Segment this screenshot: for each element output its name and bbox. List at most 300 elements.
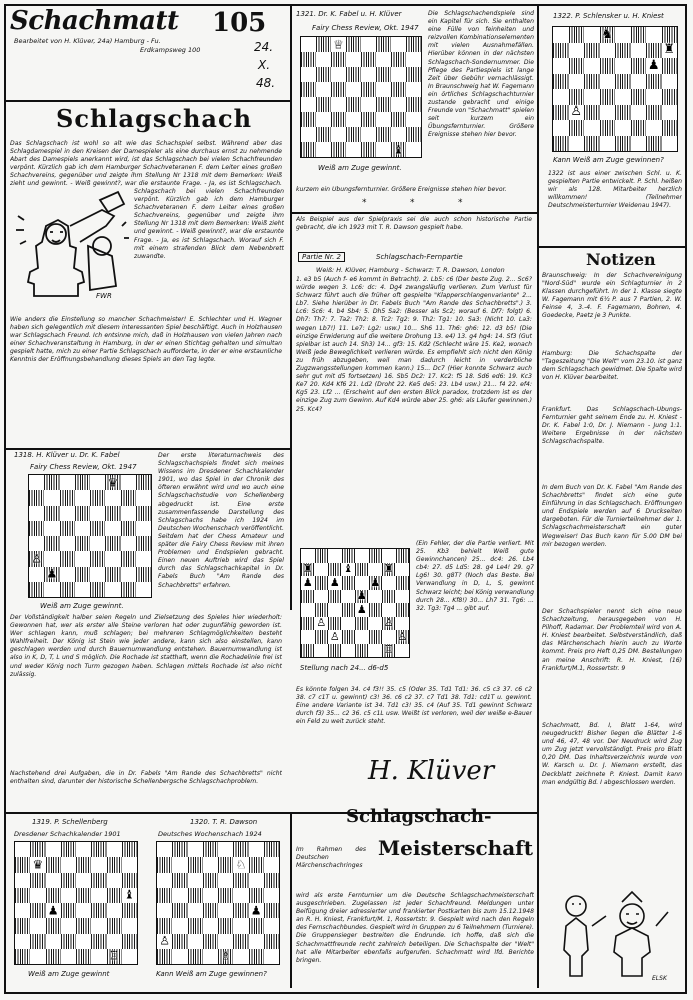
board-square [46,903,61,918]
board-square [406,37,421,52]
board-square [75,475,90,490]
board-square [396,617,410,631]
board-square [249,949,264,964]
board-square [233,934,248,949]
board-square [218,873,233,888]
board-square [553,136,569,152]
board-square [157,857,172,872]
article-title: Schlagschach [56,104,253,133]
board-square [315,576,329,590]
column-divider-right [537,6,539,246]
board-square [369,549,383,563]
board-square [121,521,136,536]
board-square [91,842,106,857]
board-square [328,617,342,631]
board-square [376,142,391,157]
board-square [369,576,383,590]
board-square [60,490,75,505]
board-square [264,842,279,857]
chess-piece-pawn-icon: ♟ [302,575,313,589]
board-square [315,563,329,577]
separator-star-2: * [410,198,415,208]
article-para-2: Wie anders die Einstellung so mancher Schachmeister! E. Schlechter und H. Wagner haben sich gelegentlich mit diesem interessanten Spiel beschäftigt. Auch in Holzhausen war Schlagschach Freund. Ich entsinne mich, daß in Holzhausen von vielen Jahren nach einer Schachveranstaltung in Hamburg, in der er einen Stichtag gehalten und simultan gespielt hatte, mich zu einer Partie Schlagschach aufforderte, in der er eine erstaunliche Kenntnis der Eröffnungsbehandlung dieses Spiels an den Tag legte. [10,316,282,364]
meister-title-line1: Schlagschach- [346,806,492,827]
board-square [662,43,678,59]
board-square [361,82,376,97]
board-square [76,857,91,872]
board-square [60,551,75,566]
board-square [316,52,331,67]
board-square [369,603,383,617]
masthead-title: Schachmatt [10,6,179,36]
board-square [396,576,410,590]
board-square [396,549,410,563]
board-square [342,549,356,563]
board-square [662,120,678,136]
board-square [107,949,122,964]
board-square [553,120,569,136]
board-square [301,127,316,142]
board-square [107,842,122,857]
board-square [382,563,396,577]
board-square [382,549,396,563]
board-square [218,888,233,903]
board-square [369,563,383,577]
problem-1322-label: 1322. P. Schlensker u. H. Kniest [553,12,664,20]
board-square [29,506,44,521]
board-square [301,67,316,82]
chess-piece-queen-icon: ♛ [107,475,119,490]
chess-piece-pawn-icon: ♟ [46,566,58,581]
board-square [44,490,59,505]
board-square [631,89,647,105]
board-square [376,82,391,97]
board-square [76,949,91,964]
board-square [615,27,631,43]
game-moves: 1. e3 b5 (Auch f- e6 kommt in Betracht). 2. Lb5: c6 (Der beste Zug. 2... Sc6? würde wegen 3. Lc6: dc: 4. Dg4 zwangsläufig verlieren. Zum Verlust für Schwarz führt auch die früher oft gespielte "Klapperschlangenvariante" 2... Lb7. Siehe hierüber in Dr. Fabels Buch "Am Rande des Schachbretts".) 3. Lc6: Sc6: 4. b4 Sb4: 5. Dh5 Sa2: (Besser als Sc2; worauf 6. Df7: folgt) 6. Dh7: Th7: 7. Ta2: Th2: 8. Tc2: Tg2: 9. Th2: Tg1: 10. Sa3: (Nicht 10. La3: wegen Lb7!) 11. Le7: Lg2: usw.) 10... Sh6 11. Th6: gh6: 12. d3 b5! (Die einzige Erwiderung auf die weitere Drohung 13. e4) 13. g4 hg4: 14. Sf3 (Gut spielbar ist auch 14. Sh3) 14... gf3: 15. Kd2 (Schlecht wäre 15. Ke2, wonach Weiß jede Beweglichkeit verlieren würde. Es empfiehlt sich nicht den König zu früh abzugeben, weil man dadurch leicht in verderbliche Zugzwangsstellungen kommen kann.) 15... Dc7 (Hier konnte Schwarz auch sehr gut mit d5 fortsetzen) 16. Sb5 Dc2: 17. Kc2: f5 18. Sd6 ed6: 19. Kc3 Ke7 20. Kd4 Kf6 21. Ld2 (Droht 22. Ke5 de5: 23. Lb4 usw.) 21... f4 22. ef4: Kg5 23. Lf2 ... (Erscheint auf den ersten Blick paradox, trotzdem ist es der einzige Zug zum Gewinn. Auf Kd4 würde aber 25. gh6: als Läufer gewinnen.) 25. Kc4? [296,276,532,413]
board-square [15,842,30,857]
board-square [600,74,616,90]
board-square [331,127,346,142]
board-square [646,89,662,105]
board-square [122,842,137,857]
board-square [46,949,61,964]
masthead-divider [6,100,290,102]
problem-1322-caption: Kann Weiß am Zuge gewinnen? [553,156,664,164]
board-square [15,903,30,918]
chess-piece-pawn-icon: ♙ [397,629,408,643]
board-square [188,888,203,903]
chess-piece-pawn-icon: ♙ [31,551,43,566]
board-square [391,127,406,142]
board-square [136,506,151,521]
board-square [122,934,137,949]
problem-1318-caption: Weiß am Zuge gewinnt. [40,602,124,610]
board-square [136,475,151,490]
board-square [30,903,45,918]
board-square [662,74,678,90]
board-square [569,120,585,136]
board-square [15,918,30,933]
board-square [355,563,369,577]
board-square [15,888,30,903]
board-square [376,97,391,112]
chessboard-1318 [28,474,152,598]
board-square [361,142,376,157]
chess-piece-queen-icon: ♕ [333,37,344,52]
board-square [157,888,172,903]
board-square [107,888,122,903]
board-square [646,136,662,152]
board-square [600,43,616,59]
board-square [600,105,616,121]
game-players: Weiß: H. Klüver, Hamburg - Schwarz: T. R. Dawson, London [316,266,505,274]
board-square [44,551,59,566]
board-square [361,37,376,52]
chess-piece-rook-icon: ♜ [383,562,394,576]
board-square [76,903,91,918]
board-square [615,58,631,74]
board-square [203,903,218,918]
chess-piece-pawn-icon: ♙ [570,104,583,120]
board-square [396,603,410,617]
board-square [233,949,248,964]
middle-intro: Die Schlagschachendspiele sind ein Kapitel für sich. Sie enthalten eine Fülle von feinheiten und reizvollen Kombinationselementen mit vielen Ausnahmefällen. Hierüber können in der nächsten Schlagschach-Sondernummer. Die Pflege des Partiespiels ist lange Zeit über Gebühr vernachlässigt. In Braunschweig hat W. Fagemann ein örtliches Schlagschachturnier zustande gebracht und einige Freunde von "Schachmatt" spielen seit kurzem ein Übungsfernturnier. Größere Ereignisse stehen hier bevor. [428,10,534,139]
board-square [342,644,356,658]
board-square [30,842,45,857]
board-square [203,949,218,964]
board-square [233,903,248,918]
board-square [346,82,361,97]
chessboard-1319 [14,841,138,965]
board-square [584,58,600,74]
chess-piece-pawn-icon: ♙ [159,933,171,948]
board-square [121,536,136,551]
board-square [105,551,120,566]
board-square [75,536,90,551]
notiz-braunschweig: Braunschweig: In der Schachvereinigung "Nord-Süd" wurde ein Schlagturnier in 2 Klassen durchgeführt. In der 1. Klasse siegte W. Fagemann mit 6½ P. aus 7 Partien, 2. W. Feinse 4, 3.-4. F. Fagemann, Bohren, 4. Goedecke, Paetz je 3 Punkte. [542,272,682,320]
board-square [584,120,600,136]
board-square [569,27,585,43]
meister-text: wird als erste Fernturnier um die Deutsche Schlagschachmeisterschaft ausgeschrieben. Zugelassen ist jeder Schachfreund. Meldungen unter Beifügung dreier adressierter und frankierter Postkarten bis zum 15.12.1948 an R. H. Kniest, Frankfurt/M. 1, Rossertstr. 9. Gespielt wird nach den Regeln des Fernschachbundes. Gespielt wird in Gruppen zu 6 Teilnehmern (Turniere). Die Gruppensieger bestreiten die Endrunde. Ich hoffe, daß sich die Schachmattfreunde recht zahlreich beteiligen. Die Schachspalte der "Welt" hat alle Mitarbeiter ebenfalls aufgerufen. Schachmatt wird lfd. Berichte bringen. [296,892,534,964]
board-square [249,857,264,872]
board-square [331,112,346,127]
board-square [75,490,90,505]
board-square [264,934,279,949]
board-square [301,644,315,658]
board-square [107,873,122,888]
middle-intro-tail: kurzem ein Übungsfernturnier. Größere Ereignisse stehen hier bevor. [296,186,507,193]
board-square [136,551,151,566]
notiz-hamburg: Hamburg: Die Schachspalte der "Tageszeitung "Die Welt" vom 23.10. ist ganz dem Schlagschach gewidmet. Die Spalte wird von H. Klüver bearbeitet. [542,350,682,382]
board-square [315,617,329,631]
board-square [553,89,569,105]
board-square [361,97,376,112]
board-square [157,918,172,933]
board-square [376,37,391,52]
meister-lead: Im Rahmen des Deutschen Märchenschachringes [296,846,366,870]
board-square [44,567,59,582]
board-square [60,567,75,582]
cartoon-chess-pieces [552,866,682,986]
board-square [29,490,44,505]
article-para-5: Nachstehend drei Aufgaben, die in Dr. Fabels "Am Rande des Schachbretts" nicht enthalten sind, darunter der historische Schellenbergsche Schlagschachproblem. [10,770,282,786]
board-square [121,506,136,521]
problem-1318-label: 1318. H. Klüver u. Dr. K. Fabel [14,451,120,459]
chess-piece-pawn-icon: ♙ [383,616,394,630]
board-square [264,949,279,964]
problem-1319-label: 1319. P. Schellenberg [32,818,108,826]
section-divider-left [6,448,290,450]
board-square [90,551,105,566]
board-square [361,127,376,142]
board-square [662,89,678,105]
board-square [29,536,44,551]
board-square [136,582,151,597]
board-square [46,934,61,949]
date-day: 24. [254,40,274,54]
board-square [91,918,106,933]
chess-piece-bishop-icon: ♝ [393,142,404,157]
board-square [122,857,137,872]
board-square [91,888,106,903]
board-square [569,105,585,121]
board-square [382,603,396,617]
board-square [584,89,600,105]
board-square [90,582,105,597]
board-square [315,644,329,658]
section-divider-bottom-left [6,812,290,814]
board-square [15,949,30,964]
board-square [301,549,315,563]
editor-line-2: Erdkampsweg 100 [140,46,201,54]
board-square [90,567,105,582]
board-square [600,136,616,152]
board-square [107,934,122,949]
board-square [396,630,410,644]
board-square [331,142,346,157]
board-square [342,630,356,644]
board-square [75,567,90,582]
chess-piece-pawn-icon: ♟ [329,575,340,589]
notiz-schachspieler: Der Schachspieler nennt sich eine neue Schachzeitung, herausgegeben von H. Pilhoff, Radamar. Der Problemteil wird von A. H. Kniest bearbeitet. Selbstverständlich, daß das Märchenschach hierin auch zu Worte kommt. Preis pro Heft 0,25 DM. Bestellungen an meine Anschrift: R. H. Kniest, (16) Frankfurt/M.1, Rossertstr. 9 [542,608,682,672]
board-square [60,536,75,551]
board-square [342,617,356,631]
chess-piece-rook-icon: ♜ [302,562,313,576]
board-square [30,888,45,903]
chessboard-1320 [156,841,280,965]
board-square [188,934,203,949]
board-square [264,888,279,903]
board-square [301,112,316,127]
board-square [662,27,678,43]
board-square [406,142,421,157]
board-square [301,603,315,617]
board-square [30,873,45,888]
board-square [355,576,369,590]
board-square [382,644,396,658]
board-square [301,97,316,112]
board-square [646,120,662,136]
board-square [406,52,421,67]
board-square [615,89,631,105]
problem-1320-caption: Kann Weiß am Zuge gewinnen? [156,970,267,978]
board-square [172,934,187,949]
svg-text:FWR: FWR [96,292,112,300]
board-square [600,89,616,105]
board-square [264,873,279,888]
board-square [346,67,361,82]
separator-star-3: * [458,198,463,208]
board-square [249,934,264,949]
board-square [30,857,45,872]
position-caption: Stellung nach 24... d6-d5 [300,664,389,672]
notiz-frankfurt: Frankfurt. Das Schlagschach-Übungs-Fernturnier geht seinem Ende zu. H. Kniest - Dr. K. Fabel 1:0, Dr. J. Niemann - Jung 1:1. Weitere Ergebnisse in der nächsten Schlagschachspalte. [542,406,682,446]
board-square [615,120,631,136]
board-square [315,603,329,617]
board-square [355,590,369,604]
board-square [369,644,383,658]
board-square [75,521,90,536]
board-square [553,27,569,43]
article-intro: Das Schlagschach ist wohl so alt wie das Schachspiel selbst. Während aber das Schlagdamespiel in den Kreisen der Damespieler als eine durchaus ernst zu nehmende Abart des Damespiels anerkannt wird, ist das Schlagschach bei vielen Schachfreunden verpönt. Kürzlich gab ich dem Hamburger Schachveteranen F. dem Leiter eines großen Schachvereins, gegenüber und zeigte ihm Stellung Nr 1318 mit dem Bemerken: Weiß zieht und gewinnt. - Weiß gewinnt?, war die erstaunte Frage. - Ja, es ist Schlagschach. [10,140,282,188]
problem-1320-label: 1320. T. R. Dawson [190,818,258,826]
board-square [646,74,662,90]
board-square [172,857,187,872]
board-square [76,888,91,903]
board-square [646,43,662,59]
board-square [301,617,315,631]
board-square [61,903,76,918]
chess-piece-bishop-icon: ♝ [123,887,135,902]
board-square [553,105,569,121]
board-square [631,58,647,74]
problem-1321-source: Fairy Chess Review, Okt. 1947 [312,24,419,32]
chessboard-1322 [552,26,678,152]
chess-piece-bishop-icon: ♝ [343,562,354,576]
board-square [30,934,45,949]
board-square [61,888,76,903]
board-square [233,857,248,872]
board-square [29,551,44,566]
board-square [355,630,369,644]
board-square [331,37,346,52]
board-square [346,142,361,157]
board-square [46,842,61,857]
board-square [172,949,187,964]
board-square [90,475,105,490]
column-divider-left [290,6,292,610]
board-square [105,536,120,551]
board-square [157,842,172,857]
problem-1320-source: Deutsches Wochenschach 1924 [158,830,262,838]
board-square [342,590,356,604]
chess-piece-rook-icon: ♜ [663,42,676,58]
board-square [382,630,396,644]
board-square [346,97,361,112]
chess-piece-rook-icon: ♖ [383,643,394,657]
board-square [60,506,75,521]
board-square [121,567,136,582]
board-square [91,949,106,964]
board-square [233,873,248,888]
board-square [46,918,61,933]
board-square [584,105,600,121]
board-square [316,127,331,142]
notizen-title: Notizen [586,250,656,269]
board-square [61,842,76,857]
board-square [600,58,616,74]
board-square [376,112,391,127]
board-square [346,127,361,142]
board-square [406,127,421,142]
board-square [107,903,122,918]
board-square [107,918,122,933]
board-square [75,551,90,566]
chess-piece-pawn-icon: ♟ [370,575,381,589]
chess-piece-pawn-icon: ♙ [316,616,327,630]
board-square [369,630,383,644]
board-square [233,888,248,903]
board-square [172,873,187,888]
date-month: X. [258,58,271,72]
board-square [584,27,600,43]
board-square [136,567,151,582]
board-square [316,37,331,52]
board-square [615,43,631,59]
board-square [391,37,406,52]
notiz-fabel-buch: In dem Buch von Dr. K. Fabel "Am Rande des Schachbretts" findet sich eine gute Einführung in das Schlagschach. Eröffnungen und Endspiele werden auf 6 Druckseiten dargeboten. Für die Turnierteilnehmer der 1. Schlagschachmeisterschaft ein guter Wegweiser! Das Buch kann für 5.00 DM bei mir bezogen werden. [542,484,682,548]
board-square [584,43,600,59]
board-square [406,97,421,112]
board-square [105,490,120,505]
board-square [76,934,91,949]
board-square [29,521,44,536]
chess-piece-knight-icon: ♘ [235,857,247,872]
board-square [376,127,391,142]
column-divider-right-lower [537,246,539,988]
board-square [46,873,61,888]
board-square [44,475,59,490]
board-square [662,105,678,121]
board-square [315,590,329,604]
board-square [203,873,218,888]
game-finale: Es könnte folgen 34. c4 f3!! 35. c5 (Oder 35. Td1 Td1: 36. c5 c3 37. c6 c2 38. c7 c1T u. gewinnt) c3! 36. c6 c2 37. c7 Td1 38. Td1: cd1T u. gewinnt. Eine andere Variante ist 34. Td1 c3! 35. c4 (Auf 35. Td1 gewinnt Schwarz durch f3) 35... c2 36. c5 c1L usw. Weißt ist verloren, weil der weiße e-Bauer ein Feld zu weit zurück steht. [296,686,532,726]
board-square [316,112,331,127]
article-intro-continued: Schlagschach bei vielen Schachfreunden verpönt. Kürzlich gab ich dem Hamburger Schachveteranen F. dem Leiter eines großen Schachvereins, gegenüber und zeigte ihm Stellung Nr 1318 mit dem Bemerken: Weiß zieht und gewinnt. - Weiß gewinnt?, war die erstaunte Frage. - Ja, es ist Schlagschach. Worauf sich F. mit einem strafenden Blick dem Nebenbrett zuwandte. [134,188,284,260]
game-notes: (Ein Fehler, der die Partie verliert. Mit 25. Kb3 behielt Weiß gute Gewinnchancen) 25... dc4: 26. Lb4 cb4: 27. d5 Ld5: 28. g4 Le4! 29. g7 Lg6! 30. g8T? (Noch das Beste. Bei Verwandlung in D, L, S, gewinnt Schwarz leicht; bei König verwandlung durch 28... Kf8!) 30... Lh7 31. Tg6: ... 32. Tg3: Tg4 ... gibt auf. [416,540,534,612]
board-square [218,934,233,949]
board-square [264,857,279,872]
chess-piece-bishop-icon: ♗ [220,948,232,963]
board-square [29,567,44,582]
board-square [328,590,342,604]
board-square [316,67,331,82]
board-square [61,857,76,872]
board-square [406,112,421,127]
board-square [631,43,647,59]
board-square [157,873,172,888]
board-square [105,582,120,597]
board-square [157,934,172,949]
board-square [91,857,106,872]
board-square [203,842,218,857]
board-square [301,82,316,97]
board-square [600,120,616,136]
board-square [369,617,383,631]
chess-piece-knight-icon: ♞ [601,26,614,42]
board-square [172,842,187,857]
